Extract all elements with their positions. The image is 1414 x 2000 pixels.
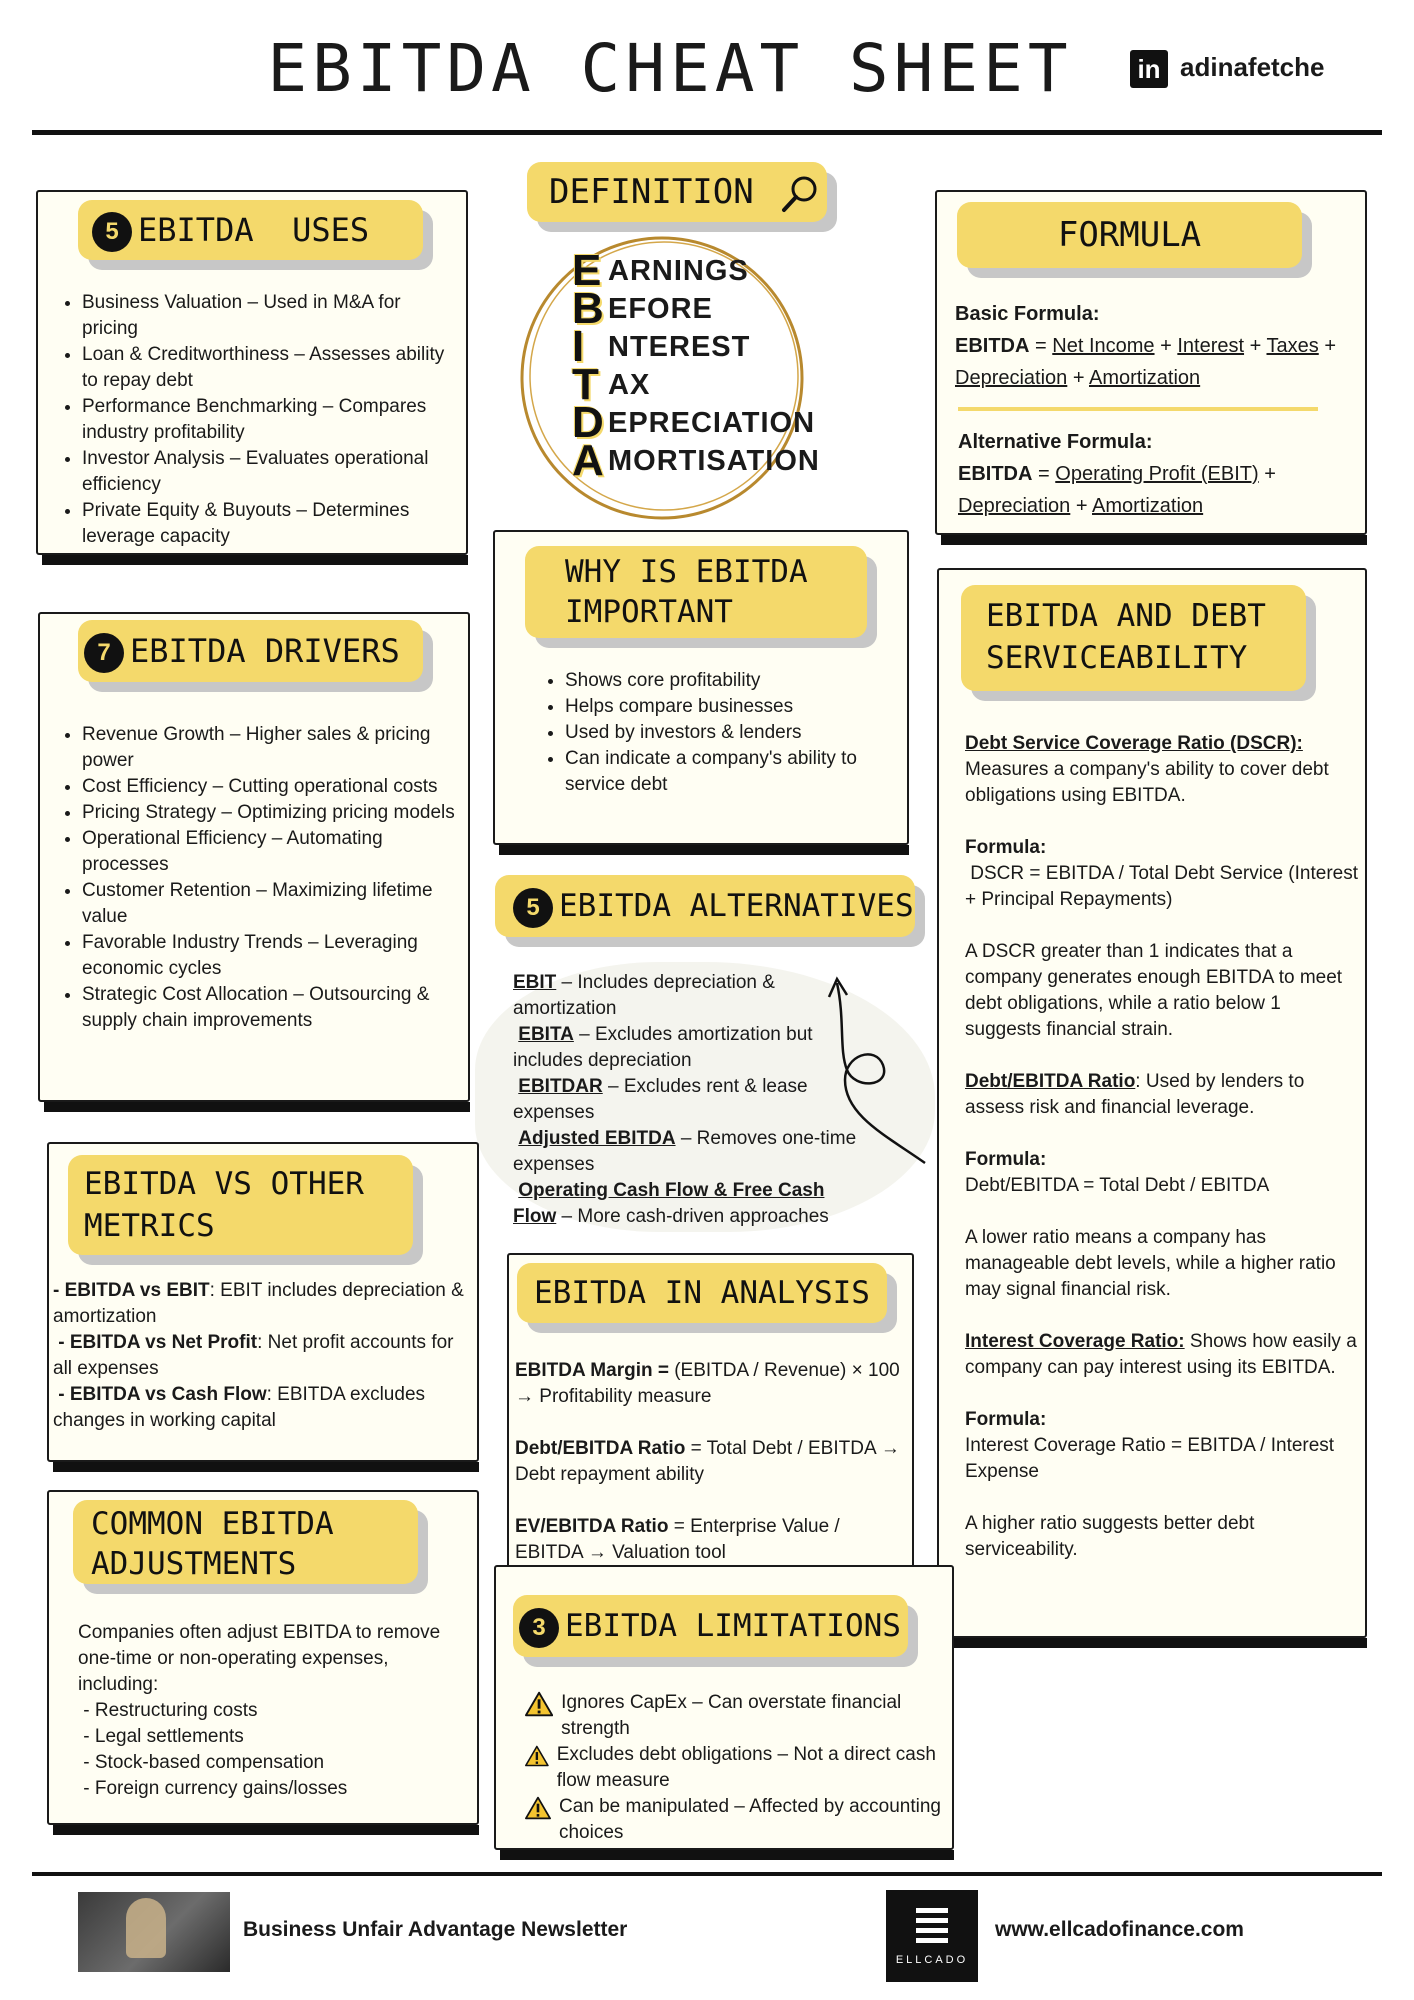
list-item: EBITDA Margin = (EBITDA / Revenue) × 100 → Profitability measure	[515, 1360, 900, 1407]
drivers-count-badge: 7	[84, 633, 124, 673]
formula-divider	[958, 407, 1318, 411]
list-item: - EBITDA vs Net Profit: Net profit accounts for all expenses	[53, 1332, 454, 1379]
vs-heading	[68, 1155, 413, 1255]
list-item: • Strategic Cost Allocation – Outsourcing & supply chain improvements	[82, 982, 465, 1034]
list-item: Operating Cash Flow & Free Cash Flow – More cash-driven approaches	[513, 1180, 829, 1227]
important-list	[543, 668, 898, 798]
header-divider	[32, 130, 1382, 135]
list-item: • Helps compare businesses	[565, 694, 898, 720]
list-item: - EBITDA vs EBIT: EBIT includes depreciation & amortization	[53, 1280, 464, 1327]
vs-list	[53, 1278, 473, 1434]
list-item: • Operational Efficiency – Automating processes	[82, 826, 465, 878]
acronym-row-a: A MORTISATION	[572, 436, 820, 485]
adjustments-title: COMMON EBITDA ADJUSTMENTS	[91, 1506, 334, 1582]
newsletter-thumbnail[interactable]	[78, 1892, 230, 1972]
limitations-heading	[513, 1595, 908, 1657]
linkedin-icon[interactable]: in	[1130, 50, 1168, 88]
newsletter-name[interactable]: Business Unfair Advantage Newsletter	[243, 1918, 628, 1941]
debt-heading	[961, 585, 1306, 691]
analysis-heading	[517, 1263, 887, 1323]
list-item: Can be manipulated – Affected by accounting choices	[525, 1794, 950, 1846]
acronym-row-d: D EPRECIATION	[572, 398, 816, 447]
list-item: • Customer Retention – Maximizing lifetime value	[82, 878, 465, 930]
list-item: • Private Equity & Buyouts – Determines leverage capacity	[82, 498, 460, 550]
list-item: Excludes debt obligations – Not a direct cash flow measure	[525, 1742, 950, 1794]
basic-formula-label: Basic Formula:	[955, 303, 1100, 325]
formula-title: FORMULA	[1057, 215, 1202, 255]
warning-icon	[525, 1742, 549, 1770]
vs-title: EBITDA VS OTHER METRICS	[84, 1166, 364, 1244]
magnifier-icon	[780, 174, 820, 214]
definition-title: DEFINITION	[549, 172, 754, 212]
drivers-title: EBITDA DRIVERS	[130, 632, 400, 670]
alternatives-list	[513, 970, 865, 1230]
list-item: • Business Valuation – Used in M&A for pricing	[82, 290, 460, 342]
list-item: Ignores CapEx – Can overstate financial strength	[525, 1690, 950, 1742]
alternatives-heading	[495, 875, 915, 937]
list-item: - Legal settlements	[78, 1726, 244, 1747]
list-item: EBITA – Excludes amortization but includes depreciation	[513, 1024, 813, 1071]
website-link[interactable]: www.ellcadofinance.com	[995, 1918, 1244, 1941]
page-title: EBITDA CHEAT SHEET	[267, 30, 1073, 107]
acronym-list	[572, 246, 820, 485]
uses-count-badge: 5	[92, 212, 132, 252]
acronym-row-t: T AX	[572, 360, 651, 409]
uses-list	[60, 290, 460, 550]
warning-icon	[525, 1690, 553, 1718]
list-item: EBIT – Includes depreciation & amortization	[513, 972, 775, 1019]
acronym-row-i: I NTEREST	[572, 322, 751, 371]
important-title: WHY IS EBITDA IMPORTANT	[565, 554, 808, 630]
list-item: - Stock-based compensation	[78, 1752, 325, 1773]
list-item: • Revenue Growth – Higher sales & pricing power	[82, 722, 465, 774]
linkedin-handle[interactable]: adinafetche	[1180, 52, 1325, 82]
adjustments-heading	[73, 1500, 418, 1584]
analysis-title: EBITDA IN ANALYSIS	[534, 1275, 870, 1311]
list-item: • Pricing Strategy – Optimizing pricing models	[82, 800, 465, 826]
curly-arrow-icon	[825, 975, 935, 1165]
drivers-list	[60, 722, 465, 1034]
drivers-heading	[78, 620, 423, 682]
formula-heading	[957, 202, 1302, 268]
alternatives-count-badge: 5	[513, 888, 553, 928]
warning-icon	[525, 1794, 551, 1822]
uses-title: EBITDA USES	[138, 211, 370, 249]
analysis-list	[515, 1358, 907, 1566]
acronym-row-e: E ARNINGS	[572, 246, 749, 295]
alternatives-title: EBITDA ALTERNATIVES	[559, 888, 914, 924]
alt-formula-label: Alternative Formula:	[958, 431, 1153, 453]
list-item: - EBITDA vs Cash Flow: EBITDA excludes changes in working capital	[53, 1384, 426, 1431]
list-item: EBITDAR – Excludes rent & lease expenses	[513, 1076, 808, 1123]
list-item: • Loan & Creditworthiness – Assesses ability to repay debt	[82, 342, 460, 394]
list-item: • Investor Analysis – Evaluates operational efficiency	[82, 446, 460, 498]
definition-heading	[527, 162, 827, 222]
ellcado-logo[interactable]: ELLCADO	[886, 1890, 978, 1982]
limitations-list	[525, 1690, 950, 1846]
list-item: Adjusted EBITDA – Removes one-time expenses	[513, 1128, 857, 1175]
list-item: • Cost Efficiency – Cutting operational costs	[82, 774, 465, 800]
important-heading	[525, 546, 867, 638]
list-item: • Shows core profitability	[565, 668, 898, 694]
list-item: - Foreign currency gains/losses	[78, 1778, 348, 1799]
list-item: • Can indicate a company's ability to service debt	[565, 746, 898, 798]
alternative-formula: Alternative Formula: EBITDA = Operating Profit (EBIT) + Depreciation + Amortization	[958, 431, 1276, 517]
acronym-row-b: B EFORE	[572, 284, 713, 333]
list-item: • Used by investors & lenders	[565, 720, 898, 746]
list-item: - Restructuring costs	[78, 1700, 258, 1721]
list-item: EV/EBITDA Ratio = Enterprise Value / EBITDA → Valuation tool	[515, 1516, 840, 1563]
list-item: • Performance Benchmarking – Compares industry profitability	[82, 394, 460, 446]
adjustments-content: Companies often adjust EBITDA to remove one-time or non-operating expenses, including: - Restructuring costs - Legal settlements - Stock-based compensation - Foreign currency gains/losses	[78, 1620, 463, 1802]
limitations-count-badge: 3	[519, 1608, 559, 1648]
debt-title: EBITDA AND DEBT SERVICEABILITY	[986, 598, 1266, 676]
debt-content: Debt Service Coverage Ratio (DSCR): Measures a company's ability to cover debt obligations using EBITDA. Formula: DSCR = EBITDA / Total Debt Service (Interest + Principal Repayments) A DSCR greater than 1 indicates that a company generates enough EBITDA to meet debt obligations, while a ratio below 1 suggests financial strain. Debt/EBITDA Ratio: Used by lenders to assess risk and financial leverage. Formula: Debt/EBITDA = Total Debt / EBITDA A lower ratio means a company has manageable debt levels, while a higher ratio may signal financial risk. Interest Coverage Ratio: Shows how easily a company can pay interest using its EBITDA. Formula: Interest Coverage Ratio = EBITDA / Interest Expense A higher ratio suggests better debt serviceability.	[965, 733, 1358, 1560]
list-item: • Favorable Industry Trends – Leveraging economic cycles	[82, 930, 465, 982]
person-silhouette	[126, 1898, 166, 1958]
basic-formula: Basic Formula: EBITDA = Net Income + Interest + Taxes + Depreciation + Amortization	[955, 303, 1336, 389]
list-item: Debt/EBITDA Ratio = Total Debt / EBITDA → Debt repayment ability	[515, 1438, 900, 1485]
footer-divider	[32, 1872, 1382, 1876]
limitations-title: EBITDA LIMITATIONS	[565, 1608, 901, 1644]
uses-heading	[78, 200, 423, 260]
